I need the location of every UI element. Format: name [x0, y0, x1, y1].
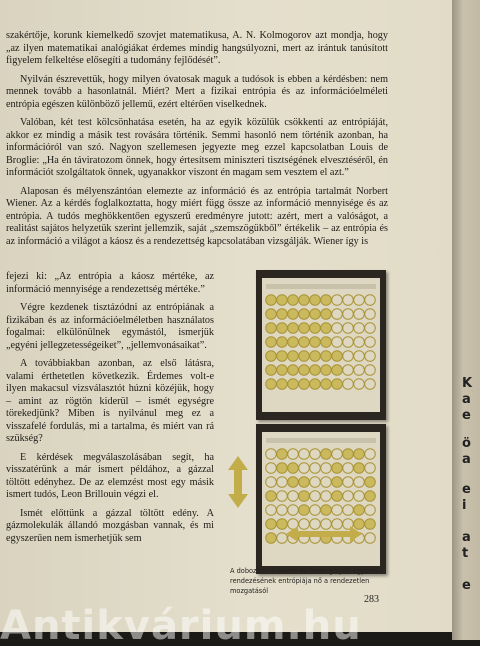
paragraph: Nyilván észrevettük, hogy milyen óvatosak maguk a tudósok is ebben a kérdésben: nem mennek tovább a hasonlatnál. Miért? Mert a fizikai entrópia és az információelméleti entrópia egészen különböző jellemű, ezért eltérően viselkednek.	[6, 73, 388, 110]
light-ball	[343, 295, 354, 306]
dark-ball	[288, 309, 299, 320]
dark-ball	[288, 295, 299, 306]
dark-ball	[299, 309, 310, 320]
page-number: 283	[364, 594, 379, 605]
dark-ball	[354, 505, 365, 516]
light-ball	[365, 295, 376, 306]
light-ball	[332, 323, 343, 334]
light-ball	[310, 449, 321, 460]
watermark: Antikvárium.hu	[0, 606, 362, 646]
dark-ball	[321, 351, 332, 362]
light-ball	[288, 505, 299, 516]
light-ball	[354, 365, 365, 376]
dark-ball	[310, 365, 321, 376]
light-ball	[354, 309, 365, 320]
dark-ball	[343, 449, 354, 460]
paragraph: A továbbiakban azonban, az első látásra, valami érthetetlen következik. Érdemes volt-e ilyen makacsul vizsválasztót húzni közéjük, hogy – amint az rögtön kiderül – ismét egységre törekedjünk? Miben is nyilvánul meg ez a visszafelé fordulás, mi a tartalma, és miért van rá szükség?	[6, 358, 214, 444]
dark-ball	[332, 379, 343, 390]
full-width-text	[6, 30, 388, 248]
light-ball	[365, 309, 376, 320]
vertical-arrow-icon	[222, 452, 262, 512]
light-ball	[332, 309, 343, 320]
light-ball	[354, 323, 365, 334]
light-ball	[365, 337, 376, 348]
dark-ball	[277, 309, 288, 320]
neighbor-char: e	[462, 408, 471, 423]
dark-ball	[288, 379, 299, 390]
light-ball	[365, 351, 376, 362]
light-ball	[266, 505, 277, 516]
light-ball	[365, 449, 376, 460]
entropy-figure	[222, 266, 392, 616]
dark-ball	[277, 379, 288, 390]
neighbor-char: K	[462, 376, 473, 391]
dark-ball	[321, 337, 332, 348]
dark-ball	[365, 491, 376, 502]
dark-ball	[277, 449, 288, 460]
light-ball	[354, 491, 365, 502]
neighbor-char: t	[462, 546, 469, 561]
light-ball	[365, 323, 376, 334]
light-ball	[354, 351, 365, 362]
light-ball	[266, 449, 277, 460]
dark-ball	[299, 337, 310, 348]
dark-ball	[321, 379, 332, 390]
dark-ball	[310, 379, 321, 390]
dark-ball	[332, 351, 343, 362]
light-ball	[310, 477, 321, 488]
dark-ball	[266, 351, 277, 362]
light-ball	[343, 505, 354, 516]
dark-ball	[288, 337, 299, 348]
light-ball	[277, 505, 288, 516]
light-ball	[332, 337, 343, 348]
light-ball	[299, 463, 310, 474]
dark-ball	[266, 323, 277, 334]
dark-ball	[310, 309, 321, 320]
neighbor-char: e	[462, 482, 471, 497]
light-ball	[343, 379, 354, 390]
dark-ball	[266, 379, 277, 390]
light-ball	[299, 449, 310, 460]
neighbor-char: a	[462, 452, 471, 467]
paragraph: Valóban, két test kölcsönhatása esetén, ha az egyik közülük csökkenti az entrópiáját, akkor ez mindig a másik test rovására történik. Semmi hasonló nem történik azonban, ha információról van szó. Nagyon szellemesen jegyezte meg ezzel kapcsolatban Louis de Broglie: „Ha én táviratozom önnek, hogy értesítsem miniszteri tisztségének elvesztéséről, én információt szolgáltatok önnek, ugyanakkor viszont én magam sem vesztem el azt.”	[6, 117, 388, 178]
dark-ball	[354, 449, 365, 460]
light-ball	[321, 463, 332, 474]
dark-ball	[299, 477, 310, 488]
dark-ball	[277, 365, 288, 376]
paragraph: szakértője, korunk kiemelkedő szovjet matematikusa, A. N. Kolmogorov azt mondja, hogy „az ilyen matematikai analógiákat érdemes mindig hangsúlyozni, mert az irántuk tanúsított figyelem felkeltése elősegíti a tudomány fejlődését”.	[6, 30, 388, 66]
dark-ball	[288, 477, 299, 488]
light-ball	[343, 463, 354, 474]
light-ball	[310, 463, 321, 474]
light-ball	[365, 379, 376, 390]
light-ball	[310, 505, 321, 516]
dark-ball	[332, 491, 343, 502]
dark-ball	[321, 323, 332, 334]
dark-ball	[299, 323, 310, 334]
light-ball	[365, 505, 376, 516]
light-ball	[332, 505, 343, 516]
light-ball	[321, 477, 332, 488]
light-ball	[365, 463, 376, 474]
paragraph: E kérdések megválaszolásában segít, ha visszatérünk a már ismert példához, a gázzal töltött edényhez. De az elemzést most egy másik ismert tudós, Leon Brillouin végzi el.	[6, 451, 214, 500]
paragraph: Végre kezdenek tisztázódni az entrópiának a fizikában és az információelméletben használatos fogalmai: elkülönülnek egymástól, ismerjük „egyéni jellegzetességeiket”, „jellemvonásaikat”.	[6, 302, 214, 351]
light-ball	[343, 491, 354, 502]
dark-ball	[277, 351, 288, 362]
dark-ball	[266, 519, 277, 530]
dark-ball	[266, 337, 277, 348]
dark-ball	[310, 295, 321, 306]
dark-ball	[288, 463, 299, 474]
horizontal-arrow-icon	[284, 524, 364, 544]
adjacent-page-edge	[452, 0, 480, 640]
dark-ball	[321, 309, 332, 320]
dark-ball	[299, 351, 310, 362]
dark-ball	[266, 309, 277, 320]
paragraph: Ismét előttünk a gázzal töltött edény. A gázmolekulák állandó mozgásban vannak, és mi egyszerűen nem ismerhetjük sem	[6, 507, 214, 544]
light-ball	[321, 491, 332, 502]
light-ball	[343, 337, 354, 348]
dark-ball	[321, 295, 332, 306]
column-text	[6, 271, 214, 545]
neighbor-char: ö	[462, 436, 471, 451]
dark-ball	[321, 505, 332, 516]
dark-ball	[332, 365, 343, 376]
neighbor-char: a	[462, 392, 471, 407]
light-ball	[343, 323, 354, 334]
light-ball	[332, 449, 343, 460]
light-ball	[266, 463, 277, 474]
dark-ball	[310, 351, 321, 362]
dark-ball	[332, 463, 343, 474]
figure-caption: A dobozban a fekete és fehér golyók egyszerű rendezésének entrópiája nő a rendezetlen mozgatásól	[230, 567, 383, 595]
dark-ball	[277, 337, 288, 348]
dark-ball	[299, 365, 310, 376]
light-ball	[354, 477, 365, 488]
light-ball	[365, 365, 376, 376]
light-ball	[310, 491, 321, 502]
dark-ball	[310, 337, 321, 348]
dark-ball	[365, 477, 376, 488]
mixed-balls-illustration	[256, 424, 386, 574]
paragraph: Alaposan és mélyenszántóan elemezte az információ és az entrópia tartalmát Norbert Wiener. Az a kérdés foglalkoztatta, hogy miért függ össze az információ mennyisége és az entrópia. A tudós meghökkentően egyszerű eredményre jutott: azért, mert a valóságot, a realitást sajátos helyzetük szerint jellemzik, saját „szemszögükből” értékelik – az entrópia és az információ a világot a káosz és a rendezettség kapcsolatában vizsgálják. Wiener így is	[6, 185, 388, 247]
dark-ball	[288, 351, 299, 362]
dark-ball	[277, 323, 288, 334]
paragraph: fejezi ki: „Az entrópia a káosz mértéke, az információ mennyisége a rendezettség mértéke.”	[6, 271, 214, 295]
light-ball	[288, 491, 299, 502]
dark-ball	[332, 477, 343, 488]
dark-ball	[266, 365, 277, 376]
light-ball	[343, 351, 354, 362]
dark-ball	[277, 295, 288, 306]
dark-ball	[288, 365, 299, 376]
light-ball	[354, 379, 365, 390]
mixed-box-panel	[256, 424, 386, 574]
dark-ball	[310, 323, 321, 334]
light-ball	[365, 533, 376, 544]
neighbor-char: i	[462, 498, 467, 513]
light-ball	[277, 477, 288, 488]
dark-ball	[299, 379, 310, 390]
light-ball	[343, 365, 354, 376]
dark-ball	[277, 463, 288, 474]
dark-ball	[321, 449, 332, 460]
neighbor-char: a	[462, 530, 471, 545]
dark-ball	[321, 365, 332, 376]
light-ball	[277, 491, 288, 502]
ordered-balls-illustration	[256, 270, 386, 420]
light-ball	[343, 309, 354, 320]
dark-ball	[354, 463, 365, 474]
dark-ball	[299, 505, 310, 516]
dark-ball	[299, 295, 310, 306]
light-ball	[354, 337, 365, 348]
dark-ball	[266, 533, 277, 544]
neighbor-char: e	[462, 578, 471, 593]
dark-ball	[288, 323, 299, 334]
light-ball	[354, 295, 365, 306]
dark-ball	[365, 519, 376, 530]
light-ball	[343, 477, 354, 488]
light-ball	[332, 295, 343, 306]
dark-ball	[266, 491, 277, 502]
light-ball	[288, 449, 299, 460]
light-ball	[266, 477, 277, 488]
ordered-box-panel	[256, 270, 386, 420]
dark-ball	[299, 491, 310, 502]
dark-ball	[266, 295, 277, 306]
